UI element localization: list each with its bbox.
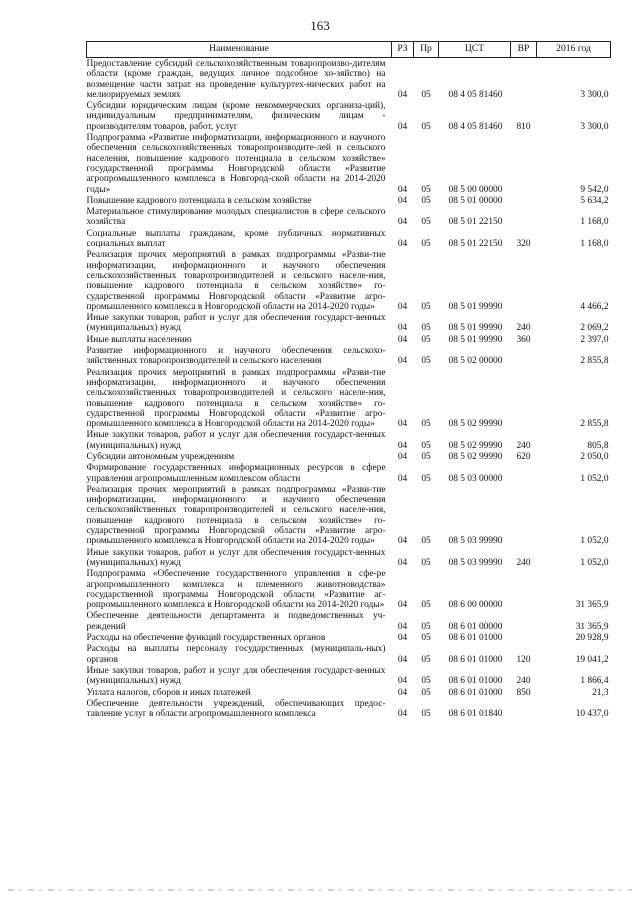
cell-pr: 05 — [421, 334, 431, 345]
cell-rz: 04 — [397, 536, 408, 547]
table-row — [87, 100, 611, 132]
cell-vr: 240 — [516, 557, 531, 568]
cell-vr — [511, 632, 537, 643]
cell-sum: 4 466,2 — [580, 301, 609, 312]
cell-cst: 08 5 01 99990 — [448, 334, 503, 345]
cell-cst: 08 5 03 00000 — [448, 473, 503, 484]
cell-sum: 2 050,0 — [580, 451, 609, 462]
cell-pr: 05 — [421, 121, 431, 132]
cell-pr: 05 — [421, 356, 431, 367]
table-row — [87, 643, 611, 665]
cell-rz: 04 — [397, 654, 408, 665]
header-cst: ЦСТ — [439, 42, 511, 58]
cell-cst: 08 5 02 00000 — [448, 356, 503, 367]
cell-vr — [511, 610, 537, 632]
cell-cst: 08 5 02 99990 — [448, 419, 503, 430]
cell-cst: 08 6 01 01840 — [448, 709, 503, 720]
cell-rz: 04 — [397, 239, 408, 250]
cell-name: Иные выплаты населению — [86, 334, 192, 345]
cell-cst: 08 6 01 00000 — [448, 621, 503, 632]
cell-rz: 04 — [397, 217, 408, 228]
cell-sum: 2 069,2 — [580, 323, 609, 334]
cell-cst: 08 6 01 01000 — [448, 654, 503, 665]
cell-vr: 810 — [516, 121, 531, 132]
cell-name: Социальные выплаты гражданам, кроме публичных нормативных социальных выплат — [86, 228, 386, 250]
cell-cst: 08 6 00 00000 — [448, 600, 503, 611]
cell-sum: 31 365,9 — [575, 600, 609, 611]
cell-sum: 2 397,0 — [580, 334, 609, 345]
cell-vr: 360 — [516, 334, 531, 345]
cell-name: Иные закупки товаров, работ и услуг для обеспечения государст-венных (муниципальных) нужд — [86, 430, 386, 451]
cell-vr — [511, 249, 537, 312]
cell-cst: 08 5 02 99990 — [448, 440, 503, 451]
header-name: Наименование — [87, 42, 392, 58]
cell-pr: 05 — [421, 687, 431, 698]
table-row — [87, 334, 611, 345]
cell-rz: 04 — [397, 440, 408, 451]
cell-vr: 120 — [516, 654, 531, 665]
cell-pr: 05 — [421, 633, 431, 644]
table-row — [87, 195, 611, 206]
cell-rz: 04 — [397, 89, 408, 100]
cell-name: Расходы на выплаты персоналу государственных (муниципаль-ных) органов — [86, 644, 386, 665]
cell-name: Подпрограмма «Развитие информатизации, информационного и научного обеспечения сельскохозяйственных товаропроизводите-лей и сельского населения, повышение кадрового потенциала в сельском хозяйстве» государственной программы Новгородской области «Развитие агропромышленного комплекса в Новгород-ской области на 2014-2020 годы» — [86, 133, 386, 195]
table-row — [87, 610, 611, 632]
cell-rz: 04 — [397, 301, 408, 312]
cell-sum: 3 300,0 — [580, 89, 609, 100]
cell-rz: 04 — [397, 195, 408, 206]
cell-rz: 04 — [397, 473, 408, 484]
cell-pr: 05 — [421, 676, 431, 687]
table-row — [87, 228, 611, 250]
cell-name: Повышение кадрового потенциала в сельском хозяйстве — [86, 195, 312, 206]
cell-pr: 05 — [421, 654, 431, 665]
cell-cst: 08 4 05 81460 — [448, 121, 503, 132]
cell-rz: 04 — [397, 557, 408, 568]
cell-vr — [511, 132, 537, 195]
table-row — [87, 632, 611, 643]
cell-vr — [511, 195, 537, 206]
cell-sum: 3 300,0 — [580, 121, 609, 132]
table-row — [87, 345, 611, 367]
table-row — [87, 547, 611, 569]
cell-sum: 1 168,0 — [580, 239, 609, 250]
cell-sum: 19 041,2 — [575, 654, 609, 665]
cell-sum: 805,8 — [587, 440, 609, 451]
cell-name: Обеспечение деятельности департамента и подведомственных уч-реждений — [86, 611, 386, 632]
cell-name: Подпрограмма «Обеспечение государственного управления в сфе-ре агропромышленного комплекса и племенного животноводства» государственной программы Новгородской области «Развитие аг-ропромышленного комплекса в Новгородской области на 2014-2020 годы» — [86, 569, 386, 611]
table-row — [87, 367, 611, 430]
cell-pr: 05 — [421, 600, 431, 611]
cell-name: Иные закупки товаров, работ и услуг для обеспечения государст-венных (муниципальных) нужд — [86, 665, 386, 687]
cell-sum: 1 052,0 — [580, 557, 609, 568]
cell-name: Развитие информационного и научного обеспечения сельскохо-зяйственных товаропроизводителей и сельского населения — [86, 346, 386, 367]
cell-pr: 05 — [421, 621, 431, 632]
cell-vr — [511, 367, 537, 430]
table-row — [87, 206, 611, 228]
cell-rz: 04 — [397, 709, 408, 720]
cell-vr — [511, 206, 537, 228]
cell-name: Предоставление субсидий сельскохозяйственным товаропроизво-дителям области (кроме граждан, ведущих личное подсобное хо-зяйство) на возмещение части затрат на проведение культуртех-нических работ на мелиорируемых землях — [86, 59, 386, 100]
cell-pr: 05 — [421, 195, 431, 206]
cell-pr: 05 — [421, 301, 431, 312]
cell-cst: 08 4 05 81460 — [448, 89, 503, 100]
cell-sum: 1 168,0 — [580, 217, 609, 228]
cell-cst: 08 5 00 00000 — [448, 184, 503, 195]
cell-name: Формирование государственных информационных ресурсов в сфере управления агропромышленным комплексом области — [86, 463, 386, 484]
cell-rz: 04 — [397, 323, 408, 334]
cell-name: Материальное стимулирование молодых специалистов в сфере сельского хозяйства — [86, 207, 386, 228]
cell-pr: 05 — [421, 451, 431, 462]
cell-cst: 08 5 01 22150 — [448, 217, 503, 228]
cell-sum: 31 365,9 — [575, 621, 609, 632]
cell-vr — [511, 462, 537, 484]
table-row — [87, 429, 611, 451]
cell-rz: 04 — [397, 676, 408, 687]
cell-vr: 320 — [516, 239, 531, 250]
table-body — [87, 58, 611, 720]
cell-pr: 05 — [421, 473, 431, 484]
cell-sum: 1 052,0 — [580, 536, 609, 547]
cell-rz: 04 — [397, 633, 408, 644]
cell-sum: 21,3 — [592, 687, 609, 698]
cell-vr: 620 — [516, 451, 531, 462]
cell-cst: 08 5 03 99990 — [448, 557, 503, 568]
cell-cst: 08 5 03 99990 — [448, 536, 503, 547]
table-row — [87, 698, 611, 720]
cell-pr: 05 — [421, 89, 431, 100]
cell-name: Реализация прочих мероприятий в рамках подпрограммы «Разви-тие информатизации, информационного и научного обеспечения сельскохозяйственных товаропроизводителей и сельского населе-ния, повышение кадрового потенциала в сельском хозяйстве» го-сударственной программы Новгородской области «Развитие агро-промышленного комплекса в Новгородской области на 2014-2020 годы» — [86, 367, 386, 430]
header-pr: Пр — [414, 42, 439, 58]
cell-sum: 2 855,8 — [580, 356, 609, 367]
cell-rz: 04 — [397, 600, 408, 611]
cell-cst: 08 5 01 99990 — [448, 301, 503, 312]
cell-sum: 1 866,4 — [580, 676, 609, 687]
scan-artifact-line — [8, 889, 632, 891]
budget-table — [86, 41, 611, 719]
cell-name: Реализация прочих мероприятий в рамках подпрограммы «Разви-тие информатизации, информационного и научного обеспечения сельскохозяйственных товаропроизводителей и сельского населе-ния, повышение кадрового потенциала в сельском хозяйстве» го-сударственной программы Новгородской области «Развитие агро-промышленного комплекса в Новгородской области на 2014-2020 годы» — [86, 250, 386, 312]
cell-vr — [511, 345, 537, 367]
cell-name: Иные закупки товаров, работ и услуг для обеспечения государст-венных (муниципальных) нужд — [86, 313, 386, 334]
cell-vr: 240 — [516, 676, 531, 687]
header-vr: ВР — [511, 42, 537, 58]
cell-name: Субсидии автономным учреждениям — [86, 451, 235, 462]
cell-name: Реализация прочих мероприятий в рамках подпрограммы «Разви-тие информатизации, информационного и научного обеспечения сельскохозяйственных товаропроизводителей и сельского населе-ния, повышение кадрового потенциала в сельском хозяйстве» го-сударственной программы Новгородской области «Развитие агро-промышленного комплекса в Новгородской области на 2014-2020 годы» — [86, 484, 386, 547]
cell-rz: 04 — [397, 334, 408, 345]
cell-rz: 04 — [397, 121, 408, 132]
cell-cst: 08 5 01 00000 — [448, 195, 503, 206]
cell-rz: 04 — [397, 356, 408, 367]
cell-vr: 240 — [516, 323, 531, 334]
cell-cst: 08 6 01 01000 — [448, 633, 503, 644]
table-row — [87, 249, 611, 312]
table-row — [87, 451, 611, 462]
page-number: 163 — [310, 18, 330, 33]
cell-pr: 05 — [421, 239, 431, 250]
cell-vr: 850 — [516, 687, 531, 698]
table-row — [87, 568, 611, 610]
cell-sum: 9 542,0 — [580, 184, 609, 195]
cell-pr: 05 — [421, 440, 431, 451]
cell-vr: 240 — [516, 440, 531, 451]
cell-pr: 05 — [421, 217, 431, 228]
table-row — [87, 462, 611, 484]
cell-name: Расходы на обеспечение функций государственных органов — [86, 633, 326, 644]
cell-pr: 05 — [421, 536, 431, 547]
cell-cst: 08 6 01 01000 — [448, 687, 503, 698]
cell-pr: 05 — [421, 419, 431, 430]
cell-cst: 08 6 01 01000 — [448, 676, 503, 687]
cell-sum: 1 052,0 — [580, 473, 609, 484]
cell-vr — [511, 568, 537, 610]
cell-sum: 10 437,0 — [575, 709, 609, 720]
cell-sum: 20 928,9 — [575, 633, 609, 644]
cell-name: Иные закупки товаров, работ и услуг для обеспечения государст-венных (муниципальных) нужд — [86, 547, 386, 568]
table-row — [87, 665, 611, 687]
header-rz: РЗ — [392, 42, 414, 58]
cell-pr: 05 — [421, 184, 431, 195]
cell-pr: 05 — [421, 557, 431, 568]
cell-rz: 04 — [397, 451, 408, 462]
table-row — [87, 312, 611, 334]
cell-rz: 04 — [397, 184, 408, 195]
cell-vr — [511, 698, 537, 720]
cell-rz: 04 — [397, 687, 408, 698]
cell-name: Субсидии юридическим лицам (кроме некоммерческих организа-ций), индивидуальным предпринимателям, физическим лицам - производителям товаров, работ, услуг — [86, 101, 386, 132]
table-row — [87, 132, 611, 195]
cell-sum: 5 634,2 — [580, 195, 609, 206]
cell-sum: 2 855,8 — [580, 419, 609, 430]
cell-vr — [511, 484, 537, 547]
table-header-row — [87, 42, 611, 58]
cell-vr — [511, 58, 537, 101]
cell-cst: 08 5 01 22150 — [448, 239, 503, 250]
cell-cst: 08 5 02 99990 — [448, 451, 503, 462]
table-row — [87, 484, 611, 547]
cell-name: Обеспечение деятельности учреждений, обеспечивающих предос-тавление услуг в области агропромышленного комплекса — [86, 698, 386, 720]
table-row — [87, 687, 611, 698]
table-row — [87, 58, 611, 101]
cell-rz: 04 — [397, 419, 408, 430]
cell-rz: 04 — [397, 621, 408, 632]
cell-pr: 05 — [421, 709, 431, 720]
cell-name: Уплата налогов, сборов и иных платежей — [86, 687, 251, 698]
cell-cst: 08 5 01 99990 — [448, 323, 503, 334]
cell-pr: 05 — [421, 323, 431, 334]
header-year: 2016 год — [537, 42, 611, 58]
